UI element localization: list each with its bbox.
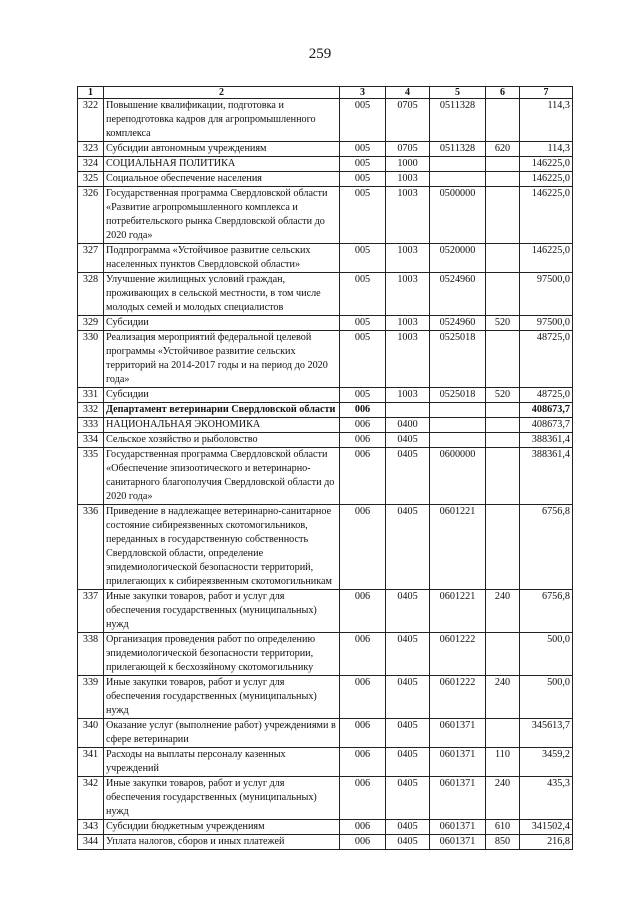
column-header-6: 6	[486, 87, 520, 99]
row-number: 328	[78, 273, 104, 316]
target-article-code: 0601371	[430, 820, 486, 835]
target-article-code: 0525018	[430, 331, 486, 388]
column-header-3: 3	[340, 87, 386, 99]
ministry-code: 006	[340, 835, 386, 850]
expense-name: Уплата налогов, сборов и иных платежей	[104, 835, 340, 850]
row-number: 342	[78, 777, 104, 820]
ministry-code: 006	[340, 719, 386, 748]
row-number: 333	[78, 418, 104, 433]
target-article-code: 0601371	[430, 777, 486, 820]
expense-type-code: 520	[486, 316, 520, 331]
amount: 216,8	[520, 835, 573, 850]
expense-type-code	[486, 448, 520, 505]
section-code: 1003	[386, 388, 430, 403]
expense-type-code	[486, 244, 520, 273]
table-row	[78, 633, 573, 676]
column-header-4: 4	[386, 87, 430, 99]
target-article-code: 0601221	[430, 590, 486, 633]
amount: 146225,0	[520, 157, 573, 172]
expense-name: Иные закупки товаров, работ и услуг для обеспечения государственных (муниципальных) нужд	[104, 777, 340, 820]
target-article-code	[430, 157, 486, 172]
expense-type-code	[486, 331, 520, 388]
amount: 114,3	[520, 99, 573, 142]
target-article-code: 0601371	[430, 719, 486, 748]
section-code: 1003	[386, 331, 430, 388]
amount: 146225,0	[520, 244, 573, 273]
column-header-7: 7	[520, 87, 573, 99]
section-code: 1003	[386, 187, 430, 244]
expense-name: Повышение квалификации, подготовка и переподготовка кадров для агропромышленного комплекса	[104, 99, 340, 142]
row-number: 339	[78, 676, 104, 719]
row-number: 331	[78, 388, 104, 403]
ministry-code: 005	[340, 172, 386, 187]
target-article-code	[430, 403, 486, 418]
page-number: 259	[308, 46, 332, 62]
table-row	[78, 418, 573, 433]
expense-name: Государственная программа Свердловской области «Развитие агропромышленного комплекса и потребительского рынка Свердловской области до 2020 года»	[104, 187, 340, 244]
amount: 388361,4	[520, 448, 573, 505]
table-row	[78, 331, 573, 388]
expense-name: Субсидии автономным учреждениям	[104, 142, 340, 157]
expense-type-code: 110	[486, 748, 520, 777]
expense-type-code: 850	[486, 835, 520, 850]
row-number: 334	[78, 433, 104, 448]
table-row	[78, 835, 573, 850]
expense-type-code: 240	[486, 676, 520, 719]
expense-name: Субсидии	[104, 316, 340, 331]
section-code: 0405	[386, 748, 430, 777]
amount: 341502,4	[520, 820, 573, 835]
amount: 146225,0	[520, 172, 573, 187]
ministry-code: 005	[340, 316, 386, 331]
row-number: 327	[78, 244, 104, 273]
target-article-code: 0511328	[430, 142, 486, 157]
ministry-code: 005	[340, 187, 386, 244]
table-row	[78, 244, 573, 273]
ministry-code: 006	[340, 418, 386, 433]
ministry-code: 006	[340, 748, 386, 777]
target-article-code: 0511328	[430, 99, 486, 142]
table-row	[78, 187, 573, 244]
row-number: 325	[78, 172, 104, 187]
expense-type-code	[486, 403, 520, 418]
expense-type-code: 520	[486, 388, 520, 403]
expense-name: Государственная программа Свердловской области «Обеспечение эпизоотического и ветеринарно-санитарного благополучия Свердловской области до 2020 года»	[104, 448, 340, 505]
section-code: 1003	[386, 172, 430, 187]
row-number: 329	[78, 316, 104, 331]
ministry-code: 006	[340, 633, 386, 676]
amount: 435,3	[520, 777, 573, 820]
section-code: 0400	[386, 418, 430, 433]
ministry-code: 005	[340, 157, 386, 172]
table-row	[78, 142, 573, 157]
table-body	[78, 99, 573, 850]
target-article-code: 0601371	[430, 835, 486, 850]
target-article-code: 0601222	[430, 633, 486, 676]
table-row	[78, 505, 573, 590]
section-code: 0405	[386, 835, 430, 850]
target-article-code: 0601371	[430, 748, 486, 777]
target-article-code	[430, 418, 486, 433]
amount: 500,0	[520, 676, 573, 719]
expense-name: Оказание услуг (выполнение работ) учреждениями в сфере ветеринарии	[104, 719, 340, 748]
amount: 48725,0	[520, 388, 573, 403]
amount: 6756,8	[520, 505, 573, 590]
target-article-code: 0601221	[430, 505, 486, 590]
amount: 388361,4	[520, 433, 573, 448]
section-code: 1003	[386, 244, 430, 273]
row-number: 330	[78, 331, 104, 388]
expense-type-code	[486, 172, 520, 187]
table-header-row	[78, 87, 573, 99]
section-code: 0405	[386, 433, 430, 448]
ministry-code: 006	[340, 505, 386, 590]
table-row	[78, 448, 573, 505]
table-row	[78, 777, 573, 820]
expense-name: СОЦИАЛЬНАЯ ПОЛИТИКА	[104, 157, 340, 172]
amount: 500,0	[520, 633, 573, 676]
target-article-code: 0600000	[430, 448, 486, 505]
ministry-code: 006	[340, 403, 386, 418]
expense-name: Реализация мероприятий федеральной целевой программы «Устойчивое развитие сельских территорий на 2014-2017 годы и на период до 2020 года»	[104, 331, 340, 388]
column-header-5: 5	[430, 87, 486, 99]
table-row	[78, 157, 573, 172]
expense-name: Подпрограмма «Устойчивое развитие сельских населенных пунктов Свердловской области»	[104, 244, 340, 273]
section-code: 0405	[386, 505, 430, 590]
section-code: 0405	[386, 448, 430, 505]
expense-name: Сельское хозяйство и рыболовство	[104, 433, 340, 448]
table-row	[78, 99, 573, 142]
expense-type-code	[486, 719, 520, 748]
section-code: 0405	[386, 590, 430, 633]
amount: 345613,7	[520, 719, 573, 748]
amount: 97500,0	[520, 316, 573, 331]
table-row	[78, 590, 573, 633]
section-code: 0405	[386, 633, 430, 676]
section-code: 1003	[386, 273, 430, 316]
expense-name: Департамент ветеринарии Свердловской области	[104, 403, 340, 418]
ministry-code: 006	[340, 676, 386, 719]
amount: 3459,2	[520, 748, 573, 777]
amount: 408673,7	[520, 403, 573, 418]
table-row	[78, 820, 573, 835]
table-row	[78, 676, 573, 719]
expense-type-code: 620	[486, 142, 520, 157]
row-number: 337	[78, 590, 104, 633]
row-number: 324	[78, 157, 104, 172]
amount: 48725,0	[520, 331, 573, 388]
expense-type-code: 610	[486, 820, 520, 835]
expense-type-code	[486, 187, 520, 244]
section-code: 1003	[386, 316, 430, 331]
column-header-2: 2	[104, 87, 340, 99]
row-number: 335	[78, 448, 104, 505]
expense-name: Иные закупки товаров, работ и услуг для обеспечения государственных (муниципальных) нужд	[104, 676, 340, 719]
target-article-code	[430, 172, 486, 187]
expense-name: Иные закупки товаров, работ и услуг для обеспечения государственных (муниципальных) нужд	[104, 590, 340, 633]
row-number: 340	[78, 719, 104, 748]
amount: 97500,0	[520, 273, 573, 316]
budget-table	[77, 86, 573, 850]
ministry-code: 005	[340, 273, 386, 316]
table-row	[78, 748, 573, 777]
amount: 6756,8	[520, 590, 573, 633]
section-code: 0705	[386, 142, 430, 157]
row-number: 323	[78, 142, 104, 157]
expense-type-code	[486, 157, 520, 172]
ministry-code: 005	[340, 244, 386, 273]
ministry-code: 006	[340, 433, 386, 448]
expense-type-code	[486, 433, 520, 448]
ministry-code: 006	[340, 820, 386, 835]
amount: 114,3	[520, 142, 573, 157]
table-row	[78, 433, 573, 448]
expense-type-code	[486, 273, 520, 316]
ministry-code: 005	[340, 99, 386, 142]
amount: 408673,7	[520, 418, 573, 433]
expense-name: Субсидии	[104, 388, 340, 403]
ministry-code: 006	[340, 590, 386, 633]
target-article-code: 0500000	[430, 187, 486, 244]
section-code: 1000	[386, 157, 430, 172]
expense-type-code: 240	[486, 777, 520, 820]
row-number: 326	[78, 187, 104, 244]
row-number: 344	[78, 835, 104, 850]
table-row	[78, 719, 573, 748]
ministry-code: 005	[340, 142, 386, 157]
expense-type-code	[486, 505, 520, 590]
ministry-code: 005	[340, 331, 386, 388]
column-header-1: 1	[78, 87, 104, 99]
section-code	[386, 403, 430, 418]
table-row	[78, 316, 573, 331]
expense-name: Субсидии бюджетным учреждениям	[104, 820, 340, 835]
expense-type-code	[486, 633, 520, 676]
row-number: 341	[78, 748, 104, 777]
expense-name: Расходы на выплаты персоналу казенных учреждений	[104, 748, 340, 777]
expense-type-code: 240	[486, 590, 520, 633]
section-code: 0405	[386, 777, 430, 820]
target-article-code: 0520000	[430, 244, 486, 273]
amount: 146225,0	[520, 187, 573, 244]
ministry-code: 006	[340, 448, 386, 505]
row-number: 322	[78, 99, 104, 142]
target-article-code: 0524960	[430, 316, 486, 331]
expense-name: Приведение в надлежащее ветеринарно-санитарное состояние сибиреязвенных скотомогильников, переданных в государственную собственность Свердловской области, определение эпидемиологической безопасности территорий, прилегающих к сибиреязвенным скотомогильникам	[104, 505, 340, 590]
expense-name: Улучшение жилищных условий граждан, проживающих в сельской местности, в том числе молодых семей и молодых специалистов	[104, 273, 340, 316]
target-article-code: 0525018	[430, 388, 486, 403]
ministry-code: 005	[340, 388, 386, 403]
row-number: 338	[78, 633, 104, 676]
expense-name: Организация проведения работ по определению эпидемиологической безопасности территории, прилегающей к бесхозяйному скотомогильнику	[104, 633, 340, 676]
section-code: 0405	[386, 719, 430, 748]
row-number: 343	[78, 820, 104, 835]
row-number: 332	[78, 403, 104, 418]
ministry-code: 006	[340, 777, 386, 820]
table-row	[78, 403, 573, 418]
expense-type-code	[486, 99, 520, 142]
table-row	[78, 172, 573, 187]
section-code: 0705	[386, 99, 430, 142]
row-number: 336	[78, 505, 104, 590]
target-article-code	[430, 433, 486, 448]
expense-type-code	[486, 418, 520, 433]
table-row	[78, 273, 573, 316]
expense-name: НАЦИОНАЛЬНАЯ ЭКОНОМИКА	[104, 418, 340, 433]
section-code: 0405	[386, 676, 430, 719]
table-row	[78, 388, 573, 403]
target-article-code: 0524960	[430, 273, 486, 316]
expense-name: Социальное обеспечение населения	[104, 172, 340, 187]
section-code: 0405	[386, 820, 430, 835]
target-article-code: 0601222	[430, 676, 486, 719]
